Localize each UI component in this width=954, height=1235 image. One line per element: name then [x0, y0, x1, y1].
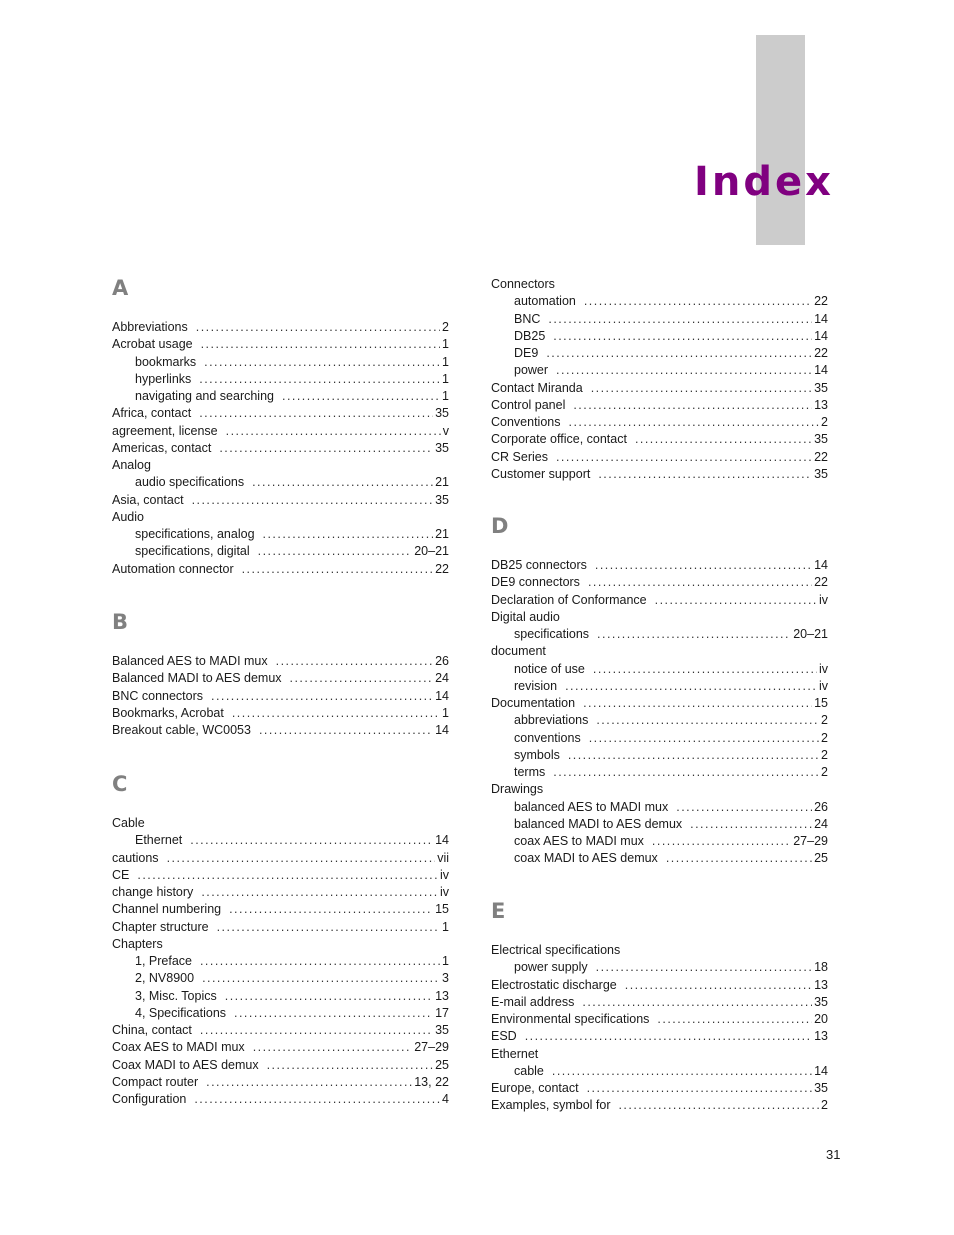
index-term: audio specifications: [135, 475, 245, 490]
index-entry: [112, 722, 449, 739]
index-page-ref[interactable]: 14: [435, 833, 449, 848]
index-entry: [491, 380, 828, 397]
dot-leader: [569, 414, 820, 431]
index-page-ref[interactable]: 14: [814, 328, 828, 343]
index-page-ref[interactable]: 13: [814, 1029, 828, 1044]
index-term: cable: [514, 1063, 544, 1078]
index-page-ref[interactable]: vii: [437, 850, 449, 865]
index-term: Americas, contact: [112, 440, 212, 455]
index-page-ref[interactable]: 1: [442, 919, 449, 934]
dot-leader: [591, 380, 812, 397]
index-entry: [491, 643, 828, 660]
index-subentry: [135, 970, 449, 987]
index-subentry: [135, 1005, 449, 1022]
dot-leader: [190, 832, 433, 849]
index-subentry: [135, 988, 449, 1005]
index-subentry: [514, 661, 828, 678]
dot-leader: [553, 764, 819, 781]
index-page-ref[interactable]: 1: [442, 337, 449, 352]
index-term: Environmental specifications: [491, 1012, 650, 1026]
index-page-ref[interactable]: 2: [821, 730, 828, 745]
index-page-ref[interactable]: 21: [435, 527, 449, 541]
index-page-ref[interactable]: 22: [814, 294, 828, 309]
index-entry: [491, 942, 828, 959]
index-entry: [112, 423, 449, 440]
dot-leader: [525, 1028, 812, 1045]
dot-leader: [655, 592, 817, 609]
dot-leader: [652, 833, 791, 850]
dot-leader: [598, 466, 812, 483]
index-term: DB25 connectors: [491, 558, 587, 572]
dot-leader: [258, 543, 413, 560]
index-page-ref[interactable]: 15: [435, 902, 449, 917]
dot-leader: [657, 1011, 812, 1028]
index-page-ref[interactable]: 13: [435, 988, 449, 1003]
index-entry: [491, 609, 828, 626]
dot-leader: [625, 977, 812, 994]
index-entry: [491, 592, 828, 609]
dot-leader: [259, 722, 433, 739]
dot-leader: [192, 492, 434, 509]
index-term: Channel numbering: [112, 902, 222, 917]
index-page-ref[interactable]: 14: [814, 1063, 828, 1078]
dot-leader: [553, 328, 812, 345]
index-page-ref[interactable]: 35: [814, 380, 828, 395]
dot-leader: [596, 712, 819, 729]
index-page-ref[interactable]: 1: [442, 954, 449, 968]
index-term: Electrical specifications: [491, 943, 621, 957]
dot-leader: [556, 362, 812, 379]
dot-leader: [204, 354, 440, 371]
index-page-ref[interactable]: 14: [435, 723, 449, 737]
index-page-ref[interactable]: 22: [814, 575, 828, 590]
index-page-ref[interactable]: 21: [435, 475, 449, 490]
index-term: coax AES to MADI mux: [514, 834, 644, 848]
index-subentry: [514, 850, 828, 867]
section-letter-e: E: [491, 899, 506, 923]
dot-leader: [666, 850, 812, 867]
index-term: Chapters: [112, 936, 163, 951]
dot-leader: [582, 994, 812, 1011]
dot-leader: [196, 319, 440, 336]
index-subentry: [135, 526, 449, 543]
dot-leader: [290, 670, 434, 687]
index-entry: [491, 781, 828, 798]
index-page-ref[interactable]: 35: [435, 492, 449, 507]
index-term: Customer support: [491, 466, 591, 481]
index-entry: [112, 1074, 449, 1091]
index-page-ref[interactable]: 1: [442, 354, 449, 369]
index-entry: [491, 994, 828, 1011]
index-page-ref[interactable]: 14: [814, 363, 828, 378]
index-entry: [112, 815, 449, 832]
dot-leader: [211, 688, 433, 705]
index-term: automation: [514, 294, 576, 309]
dot-leader: [595, 557, 812, 574]
index-page-ref[interactable]: iv: [439, 867, 449, 882]
index-page-ref[interactable]: 17: [435, 1005, 449, 1020]
index-page-ref[interactable]: iv: [818, 678, 828, 693]
index-entry: [112, 850, 449, 867]
index-term: Chapter structure: [112, 919, 209, 934]
index-term: Coax MADI to AES demux: [112, 1057, 259, 1072]
index-page-ref[interactable]: 13: [814, 397, 828, 412]
index-term: power: [514, 363, 549, 378]
index-subentry: [514, 833, 828, 850]
index-term: specifications, analog: [135, 527, 255, 541]
index-entry: [112, 705, 449, 722]
index-page-ref[interactable]: 35: [435, 406, 449, 421]
index-page-ref[interactable]: 2: [821, 747, 828, 762]
index-subentry: [514, 712, 828, 729]
dot-leader: [588, 574, 812, 591]
index-page-ref[interactable]: 20: [814, 1012, 828, 1026]
index-page-ref[interactable]: 13: [814, 977, 828, 992]
index-term: DE9: [514, 346, 539, 360]
index-term: 4, Specifications: [135, 1005, 227, 1020]
dot-leader: [263, 526, 434, 543]
index-term: agreement, license: [112, 423, 218, 438]
dot-leader: [200, 953, 440, 970]
index-entry: [491, 414, 828, 431]
dot-leader: [194, 1091, 440, 1108]
dot-leader: [635, 431, 812, 448]
index-page-ref[interactable]: v: [442, 423, 449, 438]
index-term: Breakout cable, WC0053: [112, 723, 251, 737]
index-term: notice of use: [514, 661, 585, 676]
index-term: specifications, digital: [135, 544, 250, 559]
dot-leader: [253, 1039, 413, 1056]
dot-leader: [568, 747, 819, 764]
index-page-ref[interactable]: 2: [821, 713, 828, 728]
index-subentry: [514, 678, 828, 695]
index-page-ref[interactable]: 18: [814, 960, 828, 975]
index-term: balanced MADI to AES demux: [514, 816, 683, 831]
dot-leader: [225, 988, 433, 1005]
section-letter-a: A: [112, 276, 129, 300]
dot-leader: [690, 816, 812, 833]
dot-leader: [234, 1005, 433, 1022]
section-letter-d: D: [491, 514, 509, 538]
index-page-ref[interactable]: 13, 22: [414, 1074, 449, 1089]
index-entry: [491, 1011, 828, 1028]
dot-leader: [137, 867, 438, 884]
index-page-ref[interactable]: 1: [442, 705, 449, 720]
index-entry: [112, 653, 449, 670]
index-subentry: [514, 799, 828, 816]
index-page-ref[interactable]: 22: [814, 449, 828, 464]
index-page-ref[interactable]: 35: [814, 994, 828, 1009]
index-term: power supply: [514, 960, 588, 975]
index-page-ref[interactable]: 22: [814, 346, 828, 360]
index-page-ref[interactable]: 27–29: [414, 1040, 449, 1055]
index-entry: [112, 1022, 449, 1039]
index-term: Connectors: [491, 277, 555, 291]
dot-leader: [618, 1097, 819, 1114]
index-subentry: [514, 764, 828, 781]
dot-leader: [199, 371, 440, 388]
index-subentry: [135, 953, 449, 970]
dot-leader: [587, 1080, 813, 1097]
index-term: DE9 connectors: [491, 575, 580, 590]
dot-leader: [252, 474, 433, 491]
dot-leader: [583, 695, 812, 712]
dot-leader: [202, 970, 440, 987]
index-entry: [491, 1097, 828, 1114]
index-subentry: [514, 626, 828, 643]
index-entry: [112, 457, 449, 474]
dot-leader: [596, 959, 812, 976]
dot-leader: [597, 626, 791, 643]
index-term: CR Series: [491, 449, 548, 464]
dot-leader: [282, 388, 440, 405]
chapter-tab-bar: [756, 35, 805, 245]
dot-leader: [565, 678, 817, 695]
page-title: Index: [694, 159, 834, 205]
index-term: Examples, symbol for: [491, 1098, 611, 1113]
index-term: Automation connector: [112, 561, 234, 576]
index-term: CE: [112, 867, 130, 882]
index-term: Asia, contact: [112, 492, 184, 507]
index-term: navigating and searching: [135, 389, 274, 403]
index-term: Balanced AES to MADI mux: [112, 654, 268, 668]
index-term: Ethernet: [135, 833, 183, 848]
index-term: Conventions: [491, 415, 561, 429]
dot-leader: [201, 884, 438, 901]
index-entry: [112, 919, 449, 936]
dot-leader: [226, 423, 441, 440]
index-page-ref[interactable]: 2: [821, 765, 828, 779]
index-entry: [112, 936, 449, 953]
index-entry: [491, 397, 828, 414]
dot-leader: [276, 653, 433, 670]
index-page-ref[interactable]: 26: [814, 799, 828, 814]
index-subentry: [135, 354, 449, 371]
index-page-ref[interactable]: 2: [821, 1098, 828, 1113]
index-term: specifications: [514, 627, 590, 641]
index-page-ref[interactable]: 2: [821, 415, 828, 429]
index-subentry: [514, 730, 828, 747]
index-term: conventions: [514, 730, 581, 745]
dot-leader: [232, 705, 440, 722]
dot-leader: [242, 561, 433, 578]
index-page-ref[interactable]: 20–21: [793, 627, 828, 641]
index-term: bookmarks: [135, 354, 197, 369]
index-entry: [491, 1080, 828, 1097]
index-entry: [491, 557, 828, 574]
index-term: Drawings: [491, 782, 544, 797]
index-subentry: [514, 328, 828, 345]
index-term: Corporate office, contact: [491, 432, 627, 447]
index-term: Analog: [112, 458, 151, 472]
index-term: Configuration: [112, 1092, 187, 1106]
index-subentry: [135, 388, 449, 405]
index-entry: [112, 1057, 449, 1074]
index-subentry: [135, 543, 449, 560]
index-term: Compact router: [112, 1074, 199, 1089]
dot-leader: [206, 1074, 412, 1091]
index-term: 1, Preface: [135, 954, 192, 968]
index-page-ref[interactable]: 24: [435, 671, 449, 686]
dot-leader: [584, 293, 812, 310]
index-entry: [112, 405, 449, 422]
index-term: 2, NV8900: [135, 971, 195, 986]
index-page-ref[interactable]: iv: [818, 661, 828, 676]
index-entry: [112, 1039, 449, 1056]
index-term: Ethernet: [491, 1046, 539, 1061]
index-term: ESD: [491, 1029, 517, 1044]
index-term: Contact Miranda: [491, 380, 583, 395]
index-term: balanced AES to MADI mux: [514, 799, 669, 814]
index-subentry: [135, 474, 449, 491]
index-page-ref[interactable]: iv: [818, 592, 828, 607]
index-page-ref[interactable]: 25: [814, 851, 828, 866]
index-term: Audio: [112, 509, 144, 524]
index-entry: [491, 466, 828, 483]
index-entry: [112, 884, 449, 901]
index-entry: [112, 319, 449, 336]
index-page-ref[interactable]: 35: [435, 1023, 449, 1037]
dot-leader: [199, 405, 433, 422]
dot-leader: [556, 449, 812, 466]
index-subentry: [514, 959, 828, 976]
dot-leader: [219, 440, 433, 457]
index-page-ref[interactable]: 20–21: [414, 544, 449, 559]
index-page-ref[interactable]: 15: [814, 696, 828, 710]
index-term: Digital audio: [491, 609, 560, 624]
index-term: Documentation: [491, 696, 576, 710]
index-term: Bookmarks, Acrobat: [112, 705, 224, 720]
index-entry: [491, 431, 828, 448]
index-term: terms: [514, 765, 546, 779]
index-term: cautions: [112, 850, 159, 865]
index-term: BNC connectors: [112, 688, 204, 703]
dot-leader: [201, 336, 440, 353]
index-entry: [112, 492, 449, 509]
dot-leader: [167, 850, 436, 867]
index-entry: [491, 977, 828, 994]
index-entry: [112, 901, 449, 918]
index-page-ref[interactable]: 1: [442, 371, 449, 386]
index-term: coax MADI to AES demux: [514, 851, 658, 866]
index-term: BNC: [514, 311, 541, 326]
index-term: Africa, contact: [112, 406, 192, 421]
index-page-ref[interactable]: 35: [814, 1081, 828, 1095]
index-subentry: [135, 371, 449, 388]
index-page-ref[interactable]: 22: [435, 561, 449, 576]
index-subentry: [514, 1063, 828, 1080]
index-entry: [491, 574, 828, 591]
index-entry: [112, 336, 449, 353]
index-subentry: [135, 832, 449, 849]
index-entry: [112, 509, 449, 526]
index-page-ref[interactable]: 35: [435, 440, 449, 455]
index-term: revision: [514, 678, 558, 693]
index-subentry: [514, 747, 828, 764]
index-page-ref[interactable]: 14: [435, 688, 449, 703]
index-entry: [491, 449, 828, 466]
index-entry: [112, 688, 449, 705]
index-entry: [112, 440, 449, 457]
dot-leader: [229, 901, 433, 918]
index-term: Europe, contact: [491, 1081, 579, 1095]
index-page-ref[interactable]: 3: [442, 971, 449, 986]
index-subentry: [514, 293, 828, 310]
page-number: 31: [826, 1147, 841, 1162]
index-entry: [112, 670, 449, 687]
index-subentry: [514, 816, 828, 833]
index-entry: [491, 695, 828, 712]
index-term: E-mail address: [491, 994, 575, 1009]
index-term: Electrostatic discharge: [491, 977, 617, 992]
index-page-ref[interactable]: 26: [435, 654, 449, 668]
dot-leader: [593, 661, 817, 678]
dot-leader: [573, 397, 812, 414]
index-page-ref[interactable]: 14: [814, 558, 828, 572]
index-entry: [112, 867, 449, 884]
index-term: abbreviations: [514, 713, 589, 728]
index-entry: [491, 1046, 828, 1063]
index-page-ref[interactable]: 24: [814, 816, 828, 831]
index-term: Coax AES to MADI mux: [112, 1040, 245, 1055]
section-letter-c: C: [112, 772, 128, 796]
index-page-ref[interactable]: iv: [439, 885, 449, 899]
index-term: Cable: [112, 816, 145, 830]
index-subentry: [514, 345, 828, 362]
index-term: Abbreviations: [112, 320, 188, 334]
index-term: change history: [112, 885, 194, 899]
index-page-ref[interactable]: 1: [442, 389, 449, 403]
index-term: document: [491, 644, 546, 659]
index-entry: [491, 1028, 828, 1045]
dot-leader: [548, 311, 812, 328]
index-page-ref[interactable]: 2: [442, 320, 449, 334]
index-entry: [112, 1091, 449, 1108]
index-page-ref[interactable]: 14: [814, 311, 828, 326]
dot-leader: [552, 1063, 812, 1080]
index-term: Declaration of Conformance: [491, 592, 647, 607]
index-term: hyperlinks: [135, 371, 192, 386]
index-entry: [491, 276, 828, 293]
index-term: Control panel: [491, 397, 566, 412]
index-term: symbols: [514, 747, 560, 762]
dot-leader: [676, 799, 812, 816]
dot-leader: [589, 730, 819, 747]
dot-leader: [217, 919, 440, 936]
index-entry: [112, 561, 449, 578]
index-term: China, contact: [112, 1023, 192, 1037]
section-letter-b: B: [112, 610, 129, 634]
index-page-ref[interactable]: 4: [442, 1092, 449, 1106]
dot-leader: [546, 345, 812, 362]
index-page-ref[interactable]: 35: [814, 466, 828, 481]
index-term: Balanced MADI to AES demux: [112, 671, 282, 686]
index-subentry: [514, 311, 828, 328]
index-page-ref[interactable]: 35: [814, 432, 828, 447]
index-term: Acrobat usage: [112, 337, 193, 352]
dot-leader: [267, 1057, 434, 1074]
index-page-ref[interactable]: 27–29: [793, 834, 828, 848]
index-term: 3, Misc. Topics: [135, 988, 217, 1003]
index-subentry: [514, 362, 828, 379]
dot-leader: [200, 1022, 433, 1039]
index-page-ref[interactable]: 25: [435, 1057, 449, 1072]
index-term: DB25: [514, 328, 546, 343]
